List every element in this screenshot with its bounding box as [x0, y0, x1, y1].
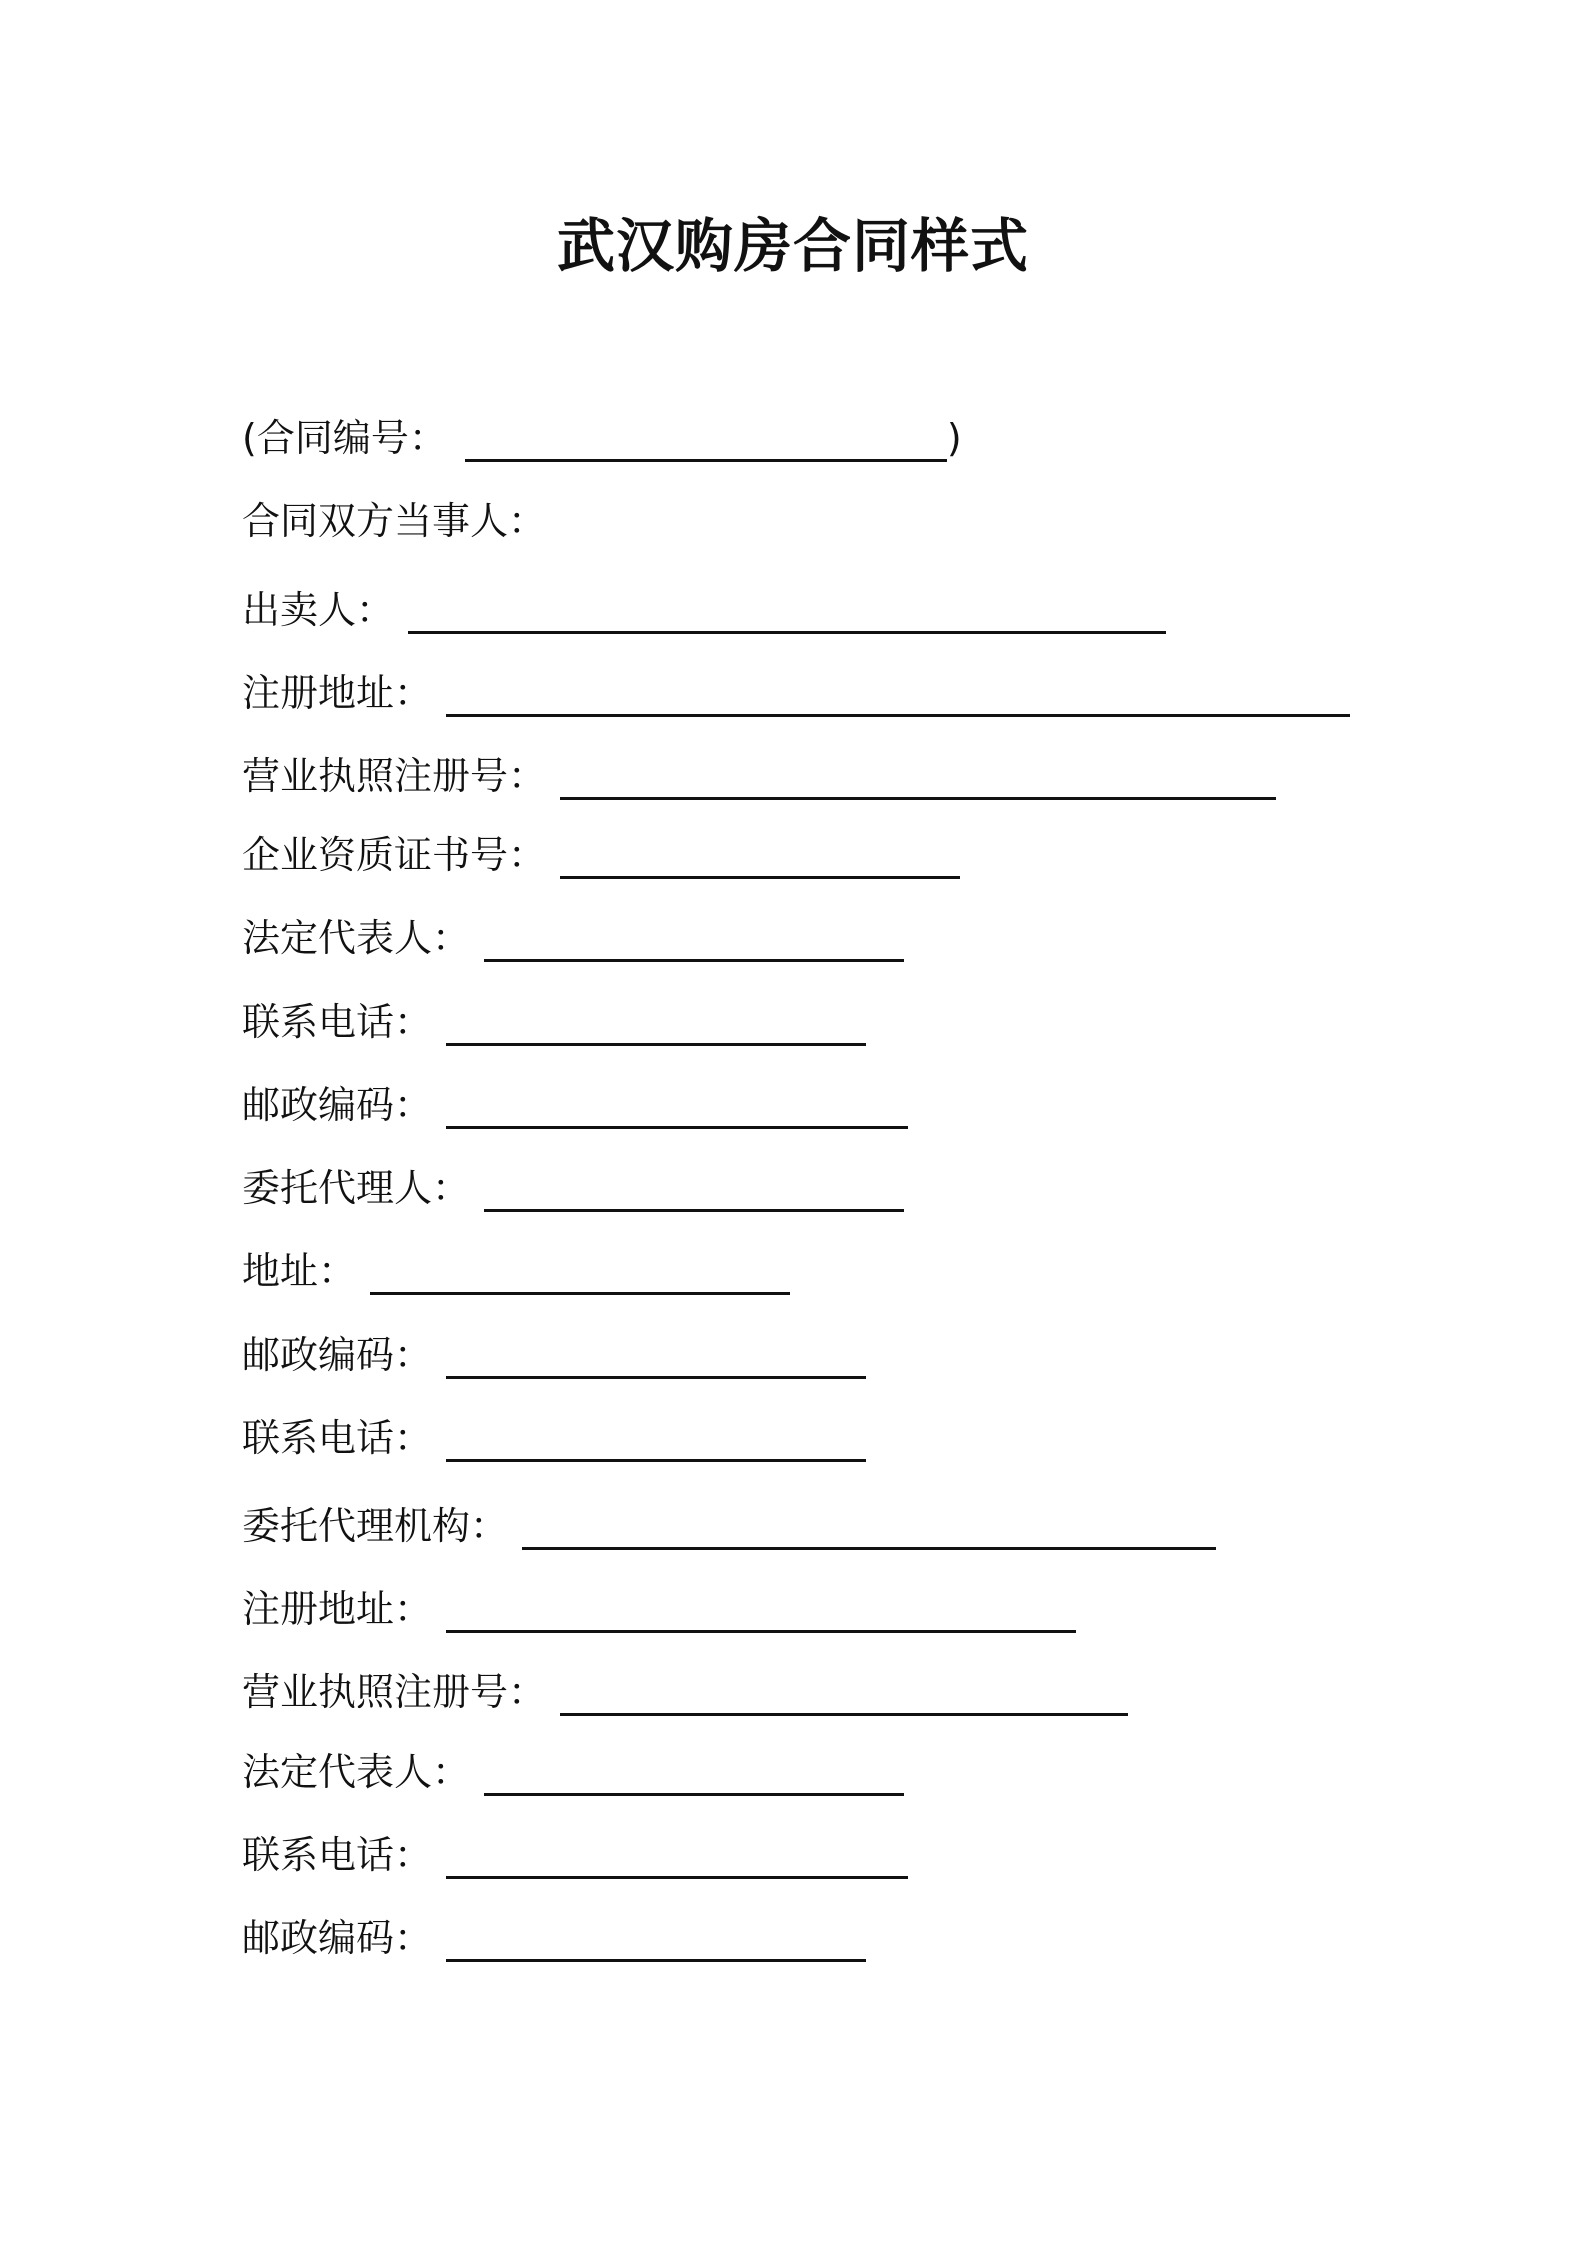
- field-postal-code: [242, 1081, 908, 1129]
- field-label: 法定代表人：: [242, 1750, 471, 1794]
- field-label: 企业资质证书号：: [242, 833, 547, 877]
- field-legal-representative: [242, 914, 904, 962]
- field-blank[interactable]: [446, 1419, 866, 1462]
- field-registered-address: [242, 1585, 1076, 1633]
- field-phone: [242, 1831, 908, 1879]
- field-blank[interactable]: [484, 1753, 904, 1796]
- field-blank[interactable]: [408, 591, 1166, 634]
- field-business-license-no: [242, 1668, 1128, 1716]
- field-label: 联系电话：: [242, 1000, 433, 1044]
- field-blank[interactable]: [484, 919, 904, 962]
- field-agency: [242, 1502, 1216, 1550]
- contract-number-line: [242, 414, 962, 462]
- field-label: 邮政编码：: [242, 1083, 433, 1127]
- field-blank[interactable]: [446, 1336, 866, 1379]
- field-blank[interactable]: [370, 1252, 790, 1295]
- parties-heading: 合同双方当事人：: [242, 499, 547, 543]
- contract-number-label: (合同编号：: [242, 416, 447, 460]
- field-label: 邮政编码：: [242, 1916, 433, 1960]
- document-title: 武汉购房合同样式: [556, 212, 1029, 280]
- field-label: 委托代理机构：: [242, 1504, 509, 1548]
- field-seller: [242, 586, 1166, 634]
- field-blank[interactable]: [560, 757, 1276, 800]
- field-business-license-no: [242, 752, 1276, 800]
- field-label: 营业执照注册号：: [242, 1670, 547, 1714]
- field-postal-code: [242, 1331, 866, 1379]
- field-blank[interactable]: [446, 1086, 908, 1129]
- contract-number-close: ): [946, 416, 962, 460]
- field-label: 地址：: [242, 1249, 357, 1293]
- field-blank[interactable]: [446, 1919, 866, 1962]
- field-registered-address: [242, 669, 1350, 717]
- field-label: 联系电话：: [242, 1833, 433, 1877]
- field-blank[interactable]: [484, 1169, 904, 1212]
- field-address: [242, 1247, 790, 1295]
- field-label: 注册地址：: [242, 1587, 433, 1631]
- field-label: 法定代表人：: [242, 916, 471, 960]
- field-authorized-agent: [242, 1164, 904, 1212]
- field-label: 出卖人：: [242, 588, 395, 632]
- field-label: 注册地址：: [242, 671, 433, 715]
- field-label: 营业执照注册号：: [242, 754, 547, 798]
- field-blank[interactable]: [522, 1507, 1216, 1550]
- field-label: 委托代理人：: [242, 1166, 471, 1210]
- field-blank[interactable]: [446, 1003, 866, 1046]
- field-qualification-cert-no: [242, 831, 960, 879]
- field-label: 联系电话：: [242, 1416, 433, 1460]
- contract-number-blank[interactable]: [465, 419, 947, 462]
- field-blank[interactable]: [446, 674, 1350, 717]
- field-blank[interactable]: [446, 1590, 1076, 1633]
- field-phone: [242, 998, 866, 1046]
- field-legal-representative: [242, 1748, 904, 1796]
- field-label: 邮政编码：: [242, 1333, 433, 1377]
- field-blank[interactable]: [446, 1836, 908, 1879]
- field-blank[interactable]: [560, 1673, 1128, 1716]
- field-blank[interactable]: [560, 836, 960, 879]
- field-phone: [242, 1414, 866, 1462]
- field-postal-code: [242, 1914, 866, 1962]
